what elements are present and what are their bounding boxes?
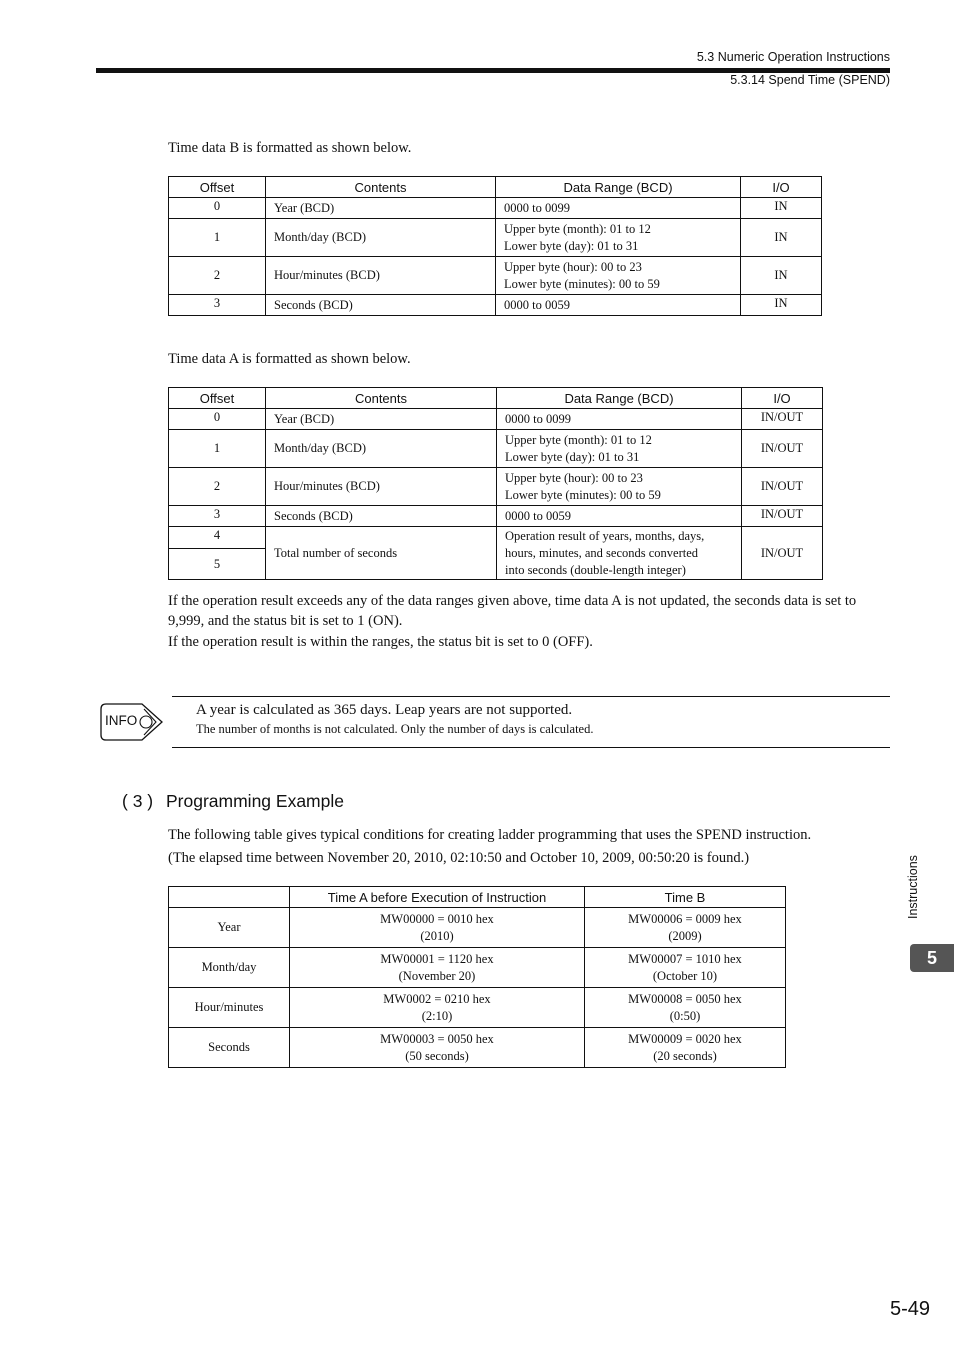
cell-line: (20 seconds): [653, 1048, 717, 1063]
range-cell: 0000 to 0059: [496, 295, 741, 316]
time-a-cell: [290, 1028, 585, 1068]
range-cell: 0000 to 0099: [496, 198, 741, 219]
range-line: hours, minutes, and seconds converted: [505, 545, 699, 560]
contents-cell: Seconds (BCD): [266, 295, 496, 316]
table-header-row: [169, 388, 823, 409]
example-paragraph-2: (The elapsed time between November 20, 2010, 02:10:50 and October 10, 2009, 00:50:20 is found.): [168, 850, 750, 866]
paragraph-line: 9,999, and the status bit is set to 1 (ON).: [168, 613, 403, 629]
table-row: [169, 908, 786, 948]
offset-cell: 3: [169, 506, 266, 527]
range-cell: 0000 to 0059: [497, 506, 742, 527]
table-row: [169, 506, 823, 527]
info-line-1: A year is calculated as 365 days. Leap years are not supported.: [196, 702, 573, 718]
range-line: Lower byte (day): 01 to 31: [504, 238, 639, 253]
range-line: Operation result of years, months, days,: [505, 528, 705, 543]
offset-cell: 2: [169, 468, 266, 506]
contents-cell: Seconds (BCD): [266, 506, 497, 527]
example-table: [168, 886, 786, 1068]
time-data-b-table: [168, 176, 822, 316]
table-row: [169, 988, 786, 1028]
result-paragraph-2: If the operation result is within the ranges, the status bit is set to 0 (OFF).: [168, 634, 593, 650]
cell-line: MW00009 = 0020 hex: [628, 1031, 742, 1046]
contents-cell: Hour/minutes (BCD): [266, 468, 497, 506]
table-row: [169, 295, 822, 316]
offset-cell: 5: [169, 549, 266, 580]
range-line: Lower byte (day): 01 to 31: [505, 449, 640, 464]
header-section: 5.3 Numeric Operation Instructions: [696, 50, 890, 64]
offset-cell: 2: [169, 257, 266, 295]
time-a-cell: [290, 948, 585, 988]
row-label: Year: [169, 908, 290, 948]
io-cell: IN/OUT: [742, 527, 823, 580]
offset-cell: 4: [169, 527, 266, 549]
io-cell: IN/OUT: [742, 506, 823, 527]
offset-cell: 3: [169, 295, 266, 316]
contents-cell: Hour/minutes (BCD): [266, 257, 496, 295]
offset-cell: 1: [169, 430, 266, 468]
io-cell: IN: [741, 198, 822, 219]
col-header-data-range: Data Range (BCD): [496, 177, 741, 198]
time-b-cell: [585, 908, 786, 948]
range-line: Lower byte (minutes): 00 to 59: [505, 487, 661, 502]
table-row: [169, 198, 822, 219]
table-row: [169, 257, 822, 295]
info-bottom-rule: [172, 747, 890, 748]
table-header-row: [169, 887, 786, 908]
col-header-io: I/O: [741, 177, 822, 198]
col-header-time-b: Time B: [585, 887, 786, 908]
row-label: Seconds: [169, 1028, 290, 1068]
cell-line: (50 seconds): [405, 1048, 469, 1063]
cell-line: MW00007 = 1010 hex: [628, 951, 742, 966]
example-paragraph-1: The following table gives typical conditions for creating ladder programming that uses the SPEND instruction.: [168, 827, 812, 843]
info-icon-label: INFO: [105, 713, 138, 728]
table-row: [169, 468, 823, 506]
contents-cell: Total number of seconds: [266, 527, 497, 580]
side-chapter-label: Instructions: [906, 855, 920, 919]
contents-cell: Year (BCD): [266, 198, 496, 219]
col-header-io: I/O: [742, 388, 823, 409]
col-header-contents: Contents: [266, 177, 496, 198]
table-row: [169, 948, 786, 988]
col-header-offset: Offset: [169, 388, 266, 409]
col-header-time-a: Time A before Execution of Instruction: [290, 887, 585, 908]
section-number: ( 3 ): [122, 791, 154, 811]
cell-line: (November 20): [398, 968, 476, 983]
col-header-offset: Offset: [169, 177, 266, 198]
page-number: 5-49: [889, 1298, 930, 1320]
time-data-a-table: [168, 387, 823, 580]
info-icon: [100, 703, 164, 741]
io-cell: IN: [741, 257, 822, 295]
cell-line: MW00003 = 0050 hex: [380, 1031, 494, 1046]
row-label: Hour/minutes: [169, 988, 290, 1028]
time-b-cell: [585, 1028, 786, 1068]
intro-time-data-b: Time data B is formatted as shown below.: [168, 140, 412, 156]
offset-cell: 0: [169, 198, 266, 219]
time-b-cell: [585, 988, 786, 1028]
time-a-cell: [290, 908, 585, 948]
range-line: Upper byte (month): 01 to 12: [504, 221, 651, 236]
table-header-row: [169, 177, 822, 198]
intro-time-data-a: Time data A is formatted as shown below.: [168, 351, 411, 367]
cell-line: MW00006 = 0009 hex: [628, 911, 742, 926]
range-line: into seconds (double-length integer): [505, 562, 686, 577]
cell-line: MW00000 = 0010 hex: [380, 911, 494, 926]
table-row: [169, 430, 823, 468]
range-cell: [497, 468, 742, 506]
section-title: Programming Example: [166, 791, 344, 811]
paragraph-line: If the operation result exceeds any of the data ranges given above, time data A is not updated, the seconds data is set to: [168, 593, 857, 609]
range-cell: [497, 430, 742, 468]
offset-cell: 0: [169, 409, 266, 430]
table-row: [169, 219, 822, 257]
cell-line: (October 10): [652, 968, 718, 983]
row-label: Month/day: [169, 948, 290, 988]
range-line: Upper byte (hour): 00 to 23: [505, 470, 643, 485]
result-paragraph-1: [168, 591, 898, 631]
table-row: [169, 1028, 786, 1068]
range-cell: [496, 257, 741, 295]
cell-line: (0:50): [669, 1008, 701, 1023]
table-row: [169, 409, 823, 430]
range-cell: 0000 to 0099: [497, 409, 742, 430]
time-a-cell: [290, 988, 585, 1028]
io-cell: IN/OUT: [742, 468, 823, 506]
info-line-2: The number of months is not calculated. Only the number of days is calculated.: [196, 722, 594, 736]
cell-line: (2009): [668, 928, 702, 943]
range-line: Upper byte (month): 01 to 12: [505, 432, 652, 447]
cell-line: MW00001 = 1120 hex: [380, 951, 494, 966]
info-top-rule: [172, 696, 890, 697]
contents-cell: Year (BCD): [266, 409, 497, 430]
table-row: [169, 527, 823, 549]
side-chapter-tab: 5: [910, 944, 954, 972]
contents-cell: Month/day (BCD): [266, 430, 497, 468]
io-cell: IN/OUT: [742, 409, 823, 430]
cell-line: MW00008 = 0050 hex: [628, 991, 742, 1006]
col-header-contents: Contents: [266, 388, 497, 409]
offset-cell: 1: [169, 219, 266, 257]
io-cell: IN: [741, 295, 822, 316]
col-header-data-range: Data Range (BCD): [497, 388, 742, 409]
col-header-blank: [169, 887, 290, 908]
cell-line: (2:10): [421, 1008, 453, 1023]
range-line: Lower byte (minutes): 00 to 59: [504, 276, 660, 291]
cell-line: MW0002 = 0210 hex: [383, 991, 491, 1006]
cell-line: (2010): [420, 928, 454, 943]
range-cell: [497, 527, 742, 580]
section-heading: [122, 791, 344, 812]
header-subsection: 5.3.14 Spend Time (SPEND): [730, 73, 890, 87]
time-b-cell: [585, 948, 786, 988]
range-cell: [496, 219, 741, 257]
io-cell: IN/OUT: [742, 430, 823, 468]
io-cell: IN: [741, 219, 822, 257]
contents-cell: Month/day (BCD): [266, 219, 496, 257]
range-line: Upper byte (hour): 00 to 23: [504, 259, 642, 274]
